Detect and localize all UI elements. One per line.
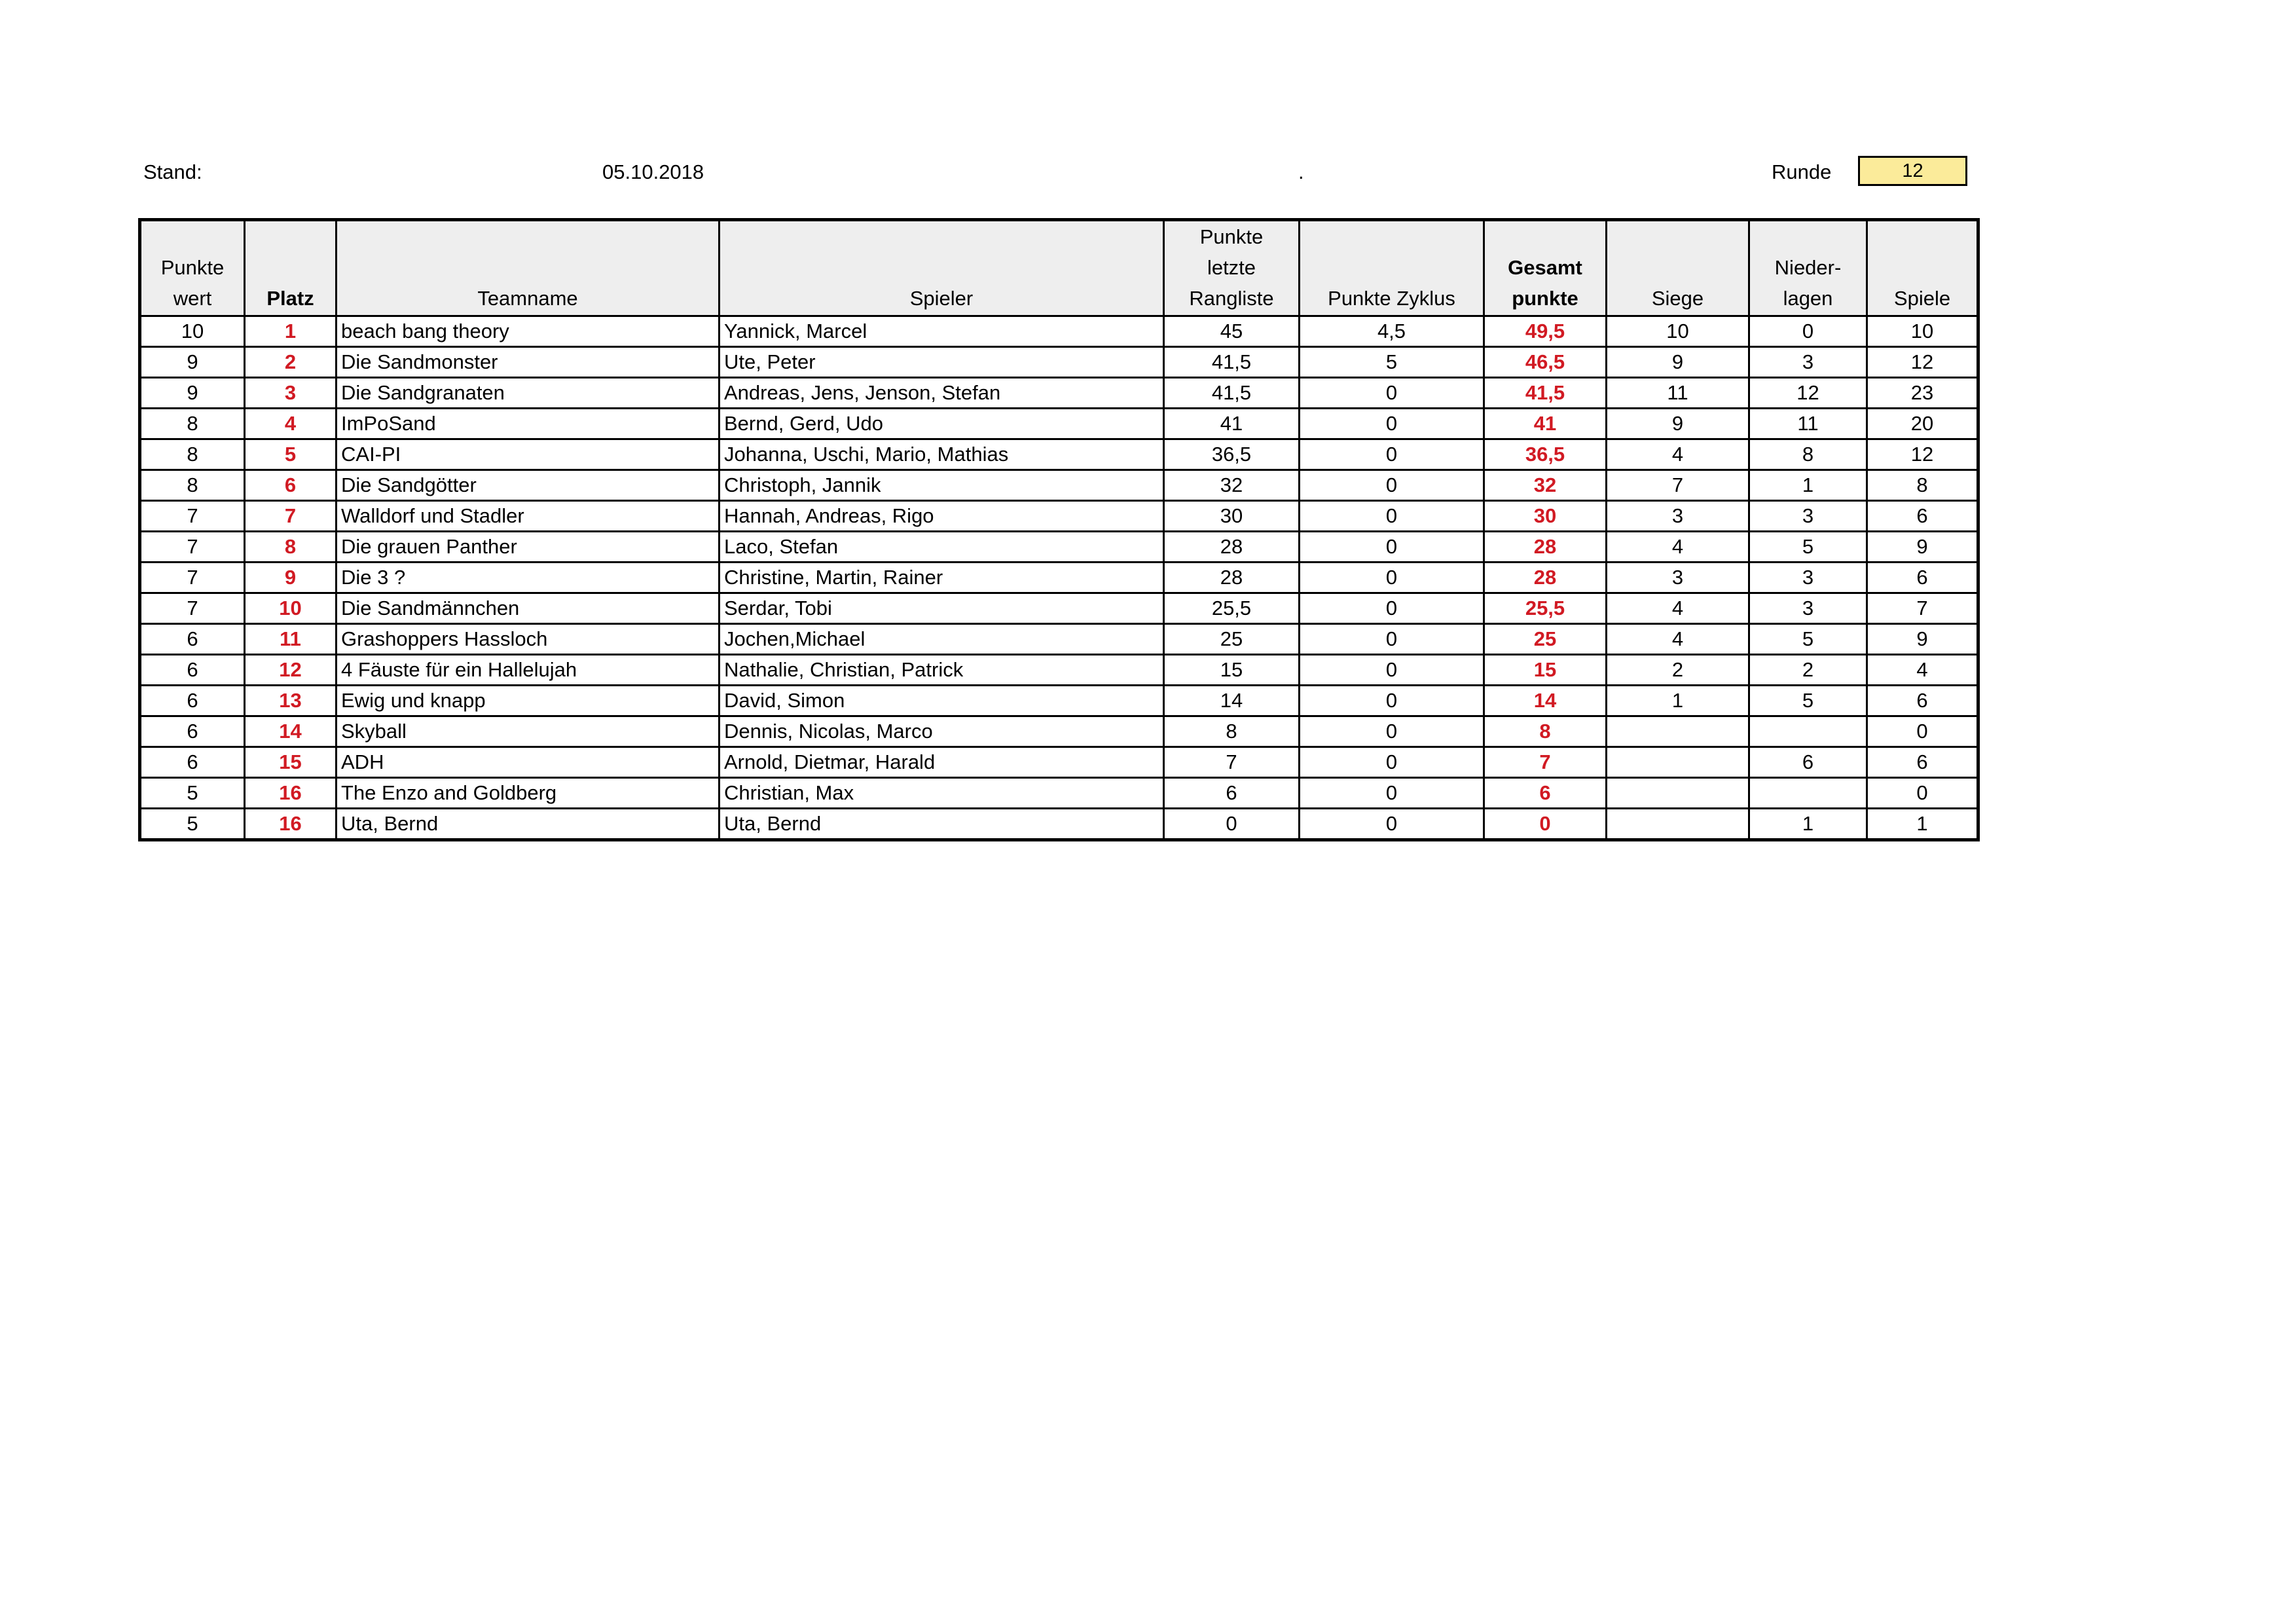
siege-cell[interactable]: 4 — [1607, 593, 1749, 624]
spieler-cell[interactable]: Ute, Peter — [720, 347, 1164, 378]
teamname-cell[interactable]: Walldorf und Stadler — [337, 501, 720, 532]
platz-cell[interactable]: 4 — [245, 409, 337, 439]
gesamtpunkte-cell[interactable]: 6 — [1484, 778, 1607, 809]
spiele-cell[interactable]: 1 — [1867, 809, 1978, 840]
gesamtpunkte-cell[interactable]: 0 — [1484, 809, 1607, 840]
rangliste-cell[interactable]: 41,5 — [1164, 378, 1300, 409]
zyklus-cell[interactable]: 0 — [1300, 624, 1484, 655]
niederlagen-cell[interactable] — [1749, 716, 1867, 747]
rangliste-cell[interactable]: 28 — [1164, 563, 1300, 593]
gesamtpunkte-cell[interactable]: 30 — [1484, 501, 1607, 532]
gesamtpunkte-cell[interactable]: 25,5 — [1484, 593, 1607, 624]
spiele-cell[interactable]: 6 — [1867, 686, 1978, 716]
col-teamname-header — [337, 220, 720, 316]
teamname-cell[interactable]: The Enzo and Goldberg — [337, 778, 720, 809]
header-label: Teamname — [477, 287, 578, 310]
niederlagen-cell[interactable]: 3 — [1749, 347, 1867, 378]
spiele-cell[interactable]: 8 — [1867, 470, 1978, 501]
teamname-cell[interactable]: ImPoSand — [337, 409, 720, 439]
siege-cell[interactable]: 7 — [1607, 470, 1749, 501]
punkte-wert-cell[interactable]: 5 — [140, 778, 245, 809]
gesamtpunkte-cell[interactable]: 41 — [1484, 409, 1607, 439]
niederlagen-cell[interactable] — [1749, 778, 1867, 809]
spiele-cell[interactable]: 20 — [1867, 409, 1978, 439]
siege-cell[interactable]: 9 — [1607, 409, 1749, 439]
spieler-cell[interactable]: Christoph, Jannik — [720, 470, 1164, 501]
col-punkte-rangliste-header — [1164, 220, 1300, 316]
spieler-cell[interactable]: Serdar, Tobi — [720, 593, 1164, 624]
col-niederlagen-header — [1749, 220, 1867, 316]
gesamtpunkte-cell[interactable]: 8 — [1484, 716, 1607, 747]
gesamtpunkte-cell[interactable]: 28 — [1484, 532, 1607, 563]
niederlagen-cell[interactable]: 5 — [1749, 686, 1867, 716]
spieler-cell[interactable]: Christian, Max — [720, 778, 1164, 809]
siege-cell[interactable]: 3 — [1607, 501, 1749, 532]
teamname-cell[interactable]: Grashoppers Hassloch — [337, 624, 720, 655]
table-row — [140, 716, 1978, 747]
siege-cell[interactable] — [1607, 809, 1749, 840]
platz-cell[interactable]: 16 — [245, 778, 337, 809]
table-row — [140, 532, 1978, 563]
spiele-cell[interactable]: 9 — [1867, 532, 1978, 563]
punkte-wert-cell[interactable]: 6 — [140, 686, 245, 716]
table-row — [140, 655, 1978, 686]
rangliste-cell[interactable]: 8 — [1164, 716, 1300, 747]
dot-mark: . — [1298, 160, 1304, 183]
table-row — [140, 563, 1978, 593]
teamname-cell[interactable]: ADH — [337, 747, 720, 778]
siege-cell[interactable] — [1607, 716, 1749, 747]
rangliste-cell[interactable]: 6 — [1164, 778, 1300, 809]
table-row — [140, 624, 1978, 655]
rangliste-cell[interactable]: 41,5 — [1164, 347, 1300, 378]
rangliste-cell[interactable]: 25,5 — [1164, 593, 1300, 624]
teamname-cell[interactable]: CAI-PI — [337, 439, 720, 470]
niederlagen-cell[interactable]: 3 — [1749, 563, 1867, 593]
spieler-cell[interactable]: David, Simon — [720, 686, 1164, 716]
zyklus-cell[interactable]: 0 — [1300, 809, 1484, 840]
stand-label: Stand: — [143, 160, 202, 183]
platz-cell[interactable]: 3 — [245, 378, 337, 409]
header-label: Nieder- — [1774, 256, 1842, 279]
siege-cell[interactable]: 1 — [1607, 686, 1749, 716]
col-siege-header — [1607, 220, 1749, 316]
spieler-cell[interactable]: Andreas, Jens, Jenson, Stefan — [720, 378, 1164, 409]
zyklus-cell[interactable]: 0 — [1300, 501, 1484, 532]
platz-cell[interactable]: 1 — [245, 316, 337, 347]
platz-cell[interactable]: 12 — [245, 655, 337, 686]
rangliste-cell[interactable]: 0 — [1164, 809, 1300, 840]
table-row — [140, 501, 1978, 532]
rangliste-cell[interactable]: 7 — [1164, 747, 1300, 778]
table-row — [140, 809, 1978, 840]
spiele-cell[interactable]: 0 — [1867, 716, 1978, 747]
spiele-cell[interactable]: 12 — [1867, 439, 1978, 470]
table-row — [140, 470, 1978, 501]
zyklus-cell[interactable]: 5 — [1300, 347, 1484, 378]
punkte-wert-cell[interactable]: 6 — [140, 747, 245, 778]
punkte-wert-cell[interactable]: 6 — [140, 624, 245, 655]
gesamtpunkte-cell[interactable]: 46,5 — [1484, 347, 1607, 378]
teamname-cell[interactable]: Skyball — [337, 716, 720, 747]
platz-cell[interactable]: 10 — [245, 593, 337, 624]
rangliste-cell[interactable]: 15 — [1164, 655, 1300, 686]
gesamtpunkte-cell[interactable]: 36,5 — [1484, 439, 1607, 470]
table-row — [140, 409, 1978, 439]
zyklus-cell[interactable]: 0 — [1300, 378, 1484, 409]
rangliste-cell[interactable]: 28 — [1164, 532, 1300, 563]
siege-cell[interactable]: 4 — [1607, 439, 1749, 470]
siege-cell[interactable]: 2 — [1607, 655, 1749, 686]
header-label: punkte — [1512, 287, 1578, 310]
platz-cell[interactable]: 9 — [245, 563, 337, 593]
header-label: lagen — [1783, 287, 1833, 310]
header-label: letzte — [1207, 256, 1256, 279]
zyklus-cell[interactable]: 0 — [1300, 778, 1484, 809]
gesamtpunkte-cell[interactable]: 49,5 — [1484, 316, 1607, 347]
spiele-cell[interactable]: 6 — [1867, 563, 1978, 593]
spiele-cell[interactable]: 12 — [1867, 347, 1978, 378]
table-row — [140, 593, 1978, 624]
niederlagen-cell[interactable]: 1 — [1749, 470, 1867, 501]
gesamtpunkte-cell[interactable]: 32 — [1484, 470, 1607, 501]
zyklus-cell[interactable]: 0 — [1300, 532, 1484, 563]
header-label: wert — [173, 287, 212, 310]
spieler-cell[interactable]: Uta, Bernd — [720, 809, 1164, 840]
spieler-cell[interactable]: Arnold, Dietmar, Harald — [720, 747, 1164, 778]
siege-cell[interactable]: 4 — [1607, 624, 1749, 655]
header-row — [140, 220, 1978, 316]
runde-value-cell[interactable]: 12 — [1858, 156, 1967, 186]
punkte-wert-cell[interactable]: 6 — [140, 716, 245, 747]
platz-cell[interactable]: 14 — [245, 716, 337, 747]
platz-cell[interactable]: 7 — [245, 501, 337, 532]
spieler-cell[interactable]: Jochen,Michael — [720, 624, 1164, 655]
rangliste-cell[interactable]: 30 — [1164, 501, 1300, 532]
platz-cell[interactable]: 13 — [245, 686, 337, 716]
teamname-cell[interactable]: Die grauen Panther — [337, 532, 720, 563]
niederlagen-cell[interactable]: 6 — [1749, 747, 1867, 778]
gesamtpunkte-cell[interactable]: 41,5 — [1484, 378, 1607, 409]
siege-cell[interactable]: 3 — [1607, 563, 1749, 593]
teamname-cell[interactable]: beach bang theory — [337, 316, 720, 347]
zyklus-cell[interactable]: 0 — [1300, 593, 1484, 624]
niederlagen-cell[interactable]: 3 — [1749, 593, 1867, 624]
col-gesamtpunkte-header — [1484, 220, 1607, 316]
platz-cell[interactable]: 6 — [245, 470, 337, 501]
platz-cell[interactable]: 16 — [245, 809, 337, 840]
gesamtpunkte-cell[interactable]: 28 — [1484, 563, 1607, 593]
teamname-cell[interactable]: Die 3 ? — [337, 563, 720, 593]
gesamtpunkte-cell[interactable]: 7 — [1484, 747, 1607, 778]
teamname-cell[interactable]: Uta, Bernd — [337, 809, 720, 840]
header-label: Platz — [266, 287, 314, 310]
punkte-wert-cell[interactable]: 7 — [140, 563, 245, 593]
punkte-wert-cell[interactable]: 9 — [140, 378, 245, 409]
col-spiele-header — [1867, 220, 1978, 316]
zyklus-cell[interactable]: 0 — [1300, 470, 1484, 501]
niederlagen-cell[interactable]: 12 — [1749, 378, 1867, 409]
col-platz-header — [245, 220, 337, 316]
header-label: Spiele — [1893, 287, 1951, 310]
rangliste-cell[interactable]: 14 — [1164, 686, 1300, 716]
table-row — [140, 686, 1978, 716]
spieler-cell[interactable]: Christine, Martin, Rainer — [720, 563, 1164, 593]
spiele-cell[interactable]: 4 — [1867, 655, 1978, 686]
zyklus-cell[interactable]: 0 — [1300, 686, 1484, 716]
zyklus-cell[interactable]: 0 — [1300, 655, 1484, 686]
niederlagen-cell[interactable]: 3 — [1749, 501, 1867, 532]
header-label: Spieler — [909, 287, 974, 310]
spieler-cell[interactable]: Bernd, Gerd, Udo — [720, 409, 1164, 439]
rangliste-cell[interactable]: 36,5 — [1164, 439, 1300, 470]
table-row — [140, 747, 1978, 778]
punkte-wert-cell[interactable]: 7 — [140, 532, 245, 563]
spiele-cell[interactable]: 10 — [1867, 316, 1978, 347]
niederlagen-cell[interactable]: 11 — [1749, 409, 1867, 439]
punkte-wert-cell[interactable]: 5 — [140, 809, 245, 840]
zyklus-cell[interactable]: 0 — [1300, 716, 1484, 747]
siege-cell[interactable] — [1607, 778, 1749, 809]
siege-cell[interactable]: 4 — [1607, 532, 1749, 563]
spiele-cell[interactable]: 23 — [1867, 378, 1978, 409]
spieler-cell[interactable]: Laco, Stefan — [720, 532, 1164, 563]
niederlagen-cell[interactable]: 5 — [1749, 624, 1867, 655]
spiele-cell[interactable]: 6 — [1867, 501, 1978, 532]
table-row — [140, 378, 1978, 409]
niederlagen-cell[interactable]: 8 — [1749, 439, 1867, 470]
stand-date: 05.10.2018 — [602, 160, 704, 183]
rangliste-cell[interactable]: 25 — [1164, 624, 1300, 655]
punkte-wert-cell[interactable]: 8 — [140, 470, 245, 501]
teamname-cell[interactable]: Die Sandmonster — [337, 347, 720, 378]
header-label: Gesamt — [1508, 256, 1582, 279]
gesamtpunkte-cell[interactable]: 14 — [1484, 686, 1607, 716]
platz-cell[interactable]: 8 — [245, 532, 337, 563]
spiele-cell[interactable]: 0 — [1867, 778, 1978, 809]
punkte-wert-cell[interactable]: 7 — [140, 501, 245, 532]
table-body — [140, 316, 1978, 840]
table-row — [140, 316, 1978, 347]
table-row — [140, 347, 1978, 378]
punkte-wert-cell[interactable]: 8 — [140, 409, 245, 439]
punkte-wert-cell[interactable]: 7 — [140, 593, 245, 624]
gesamtpunkte-cell[interactable]: 15 — [1484, 655, 1607, 686]
header-label: Punkte — [160, 256, 225, 279]
header-label: Punkte Zyklus — [1328, 287, 1455, 310]
col-punkte-wert-header — [140, 220, 245, 316]
zyklus-cell[interactable]: 0 — [1300, 439, 1484, 470]
rangliste-cell[interactable]: 41 — [1164, 409, 1300, 439]
header-label: Siege — [1651, 287, 1704, 310]
spieler-cell[interactable]: Nathalie, Christian, Patrick — [720, 655, 1164, 686]
rangliste-cell[interactable]: 45 — [1164, 316, 1300, 347]
punkte-wert-cell[interactable]: 10 — [140, 316, 245, 347]
spiele-cell[interactable]: 7 — [1867, 593, 1978, 624]
spiele-cell[interactable]: 6 — [1867, 747, 1978, 778]
spieler-cell[interactable]: Yannick, Marcel — [720, 316, 1164, 347]
punkte-wert-cell[interactable]: 6 — [140, 655, 245, 686]
teamname-cell[interactable]: Die Sandmännchen — [337, 593, 720, 624]
niederlagen-cell[interactable]: 2 — [1749, 655, 1867, 686]
col-spieler-header — [720, 220, 1164, 316]
spieler-cell[interactable]: Hannah, Andreas, Rigo — [720, 501, 1164, 532]
teamname-cell[interactable]: 4 Fäuste für ein Hallelujah — [337, 655, 720, 686]
header-label: Rangliste — [1189, 287, 1274, 310]
header-label: Punkte — [1199, 225, 1264, 248]
zyklus-cell[interactable]: 4,5 — [1300, 316, 1484, 347]
runde-label: Runde — [1772, 160, 1832, 183]
spieler-cell[interactable]: Dennis, Nicolas, Marco — [720, 716, 1164, 747]
platz-cell[interactable]: 11 — [245, 624, 337, 655]
platz-cell[interactable]: 2 — [245, 347, 337, 378]
punkte-wert-cell[interactable]: 9 — [140, 347, 245, 378]
niederlagen-cell[interactable]: 0 — [1749, 316, 1867, 347]
table-row — [140, 439, 1978, 470]
teamname-cell[interactable]: Die Sandgötter — [337, 470, 720, 501]
siege-cell[interactable]: 10 — [1607, 316, 1749, 347]
punkte-wert-cell[interactable]: 8 — [140, 439, 245, 470]
platz-cell[interactable]: 5 — [245, 439, 337, 470]
spiele-cell[interactable]: 9 — [1867, 624, 1978, 655]
teamname-cell[interactable]: Die Sandgranaten — [337, 378, 720, 409]
niederlagen-cell[interactable]: 1 — [1749, 809, 1867, 840]
niederlagen-cell[interactable]: 5 — [1749, 532, 1867, 563]
gesamtpunkte-cell[interactable]: 25 — [1484, 624, 1607, 655]
siege-cell[interactable] — [1607, 747, 1749, 778]
zyklus-cell[interactable]: 0 — [1300, 747, 1484, 778]
zyklus-cell[interactable]: 0 — [1300, 563, 1484, 593]
col-punkte-zyklus-header — [1300, 220, 1484, 316]
zyklus-cell[interactable]: 0 — [1300, 409, 1484, 439]
rangliste-cell[interactable]: 32 — [1164, 470, 1300, 501]
table-row — [140, 778, 1978, 809]
standings-table — [138, 218, 1980, 841]
siege-cell[interactable]: 9 — [1607, 347, 1749, 378]
spieler-cell[interactable]: Johanna, Uschi, Mario, Mathias — [720, 439, 1164, 470]
platz-cell[interactable]: 15 — [245, 747, 337, 778]
teamname-cell[interactable]: Ewig und knapp — [337, 686, 720, 716]
siege-cell[interactable]: 11 — [1607, 378, 1749, 409]
